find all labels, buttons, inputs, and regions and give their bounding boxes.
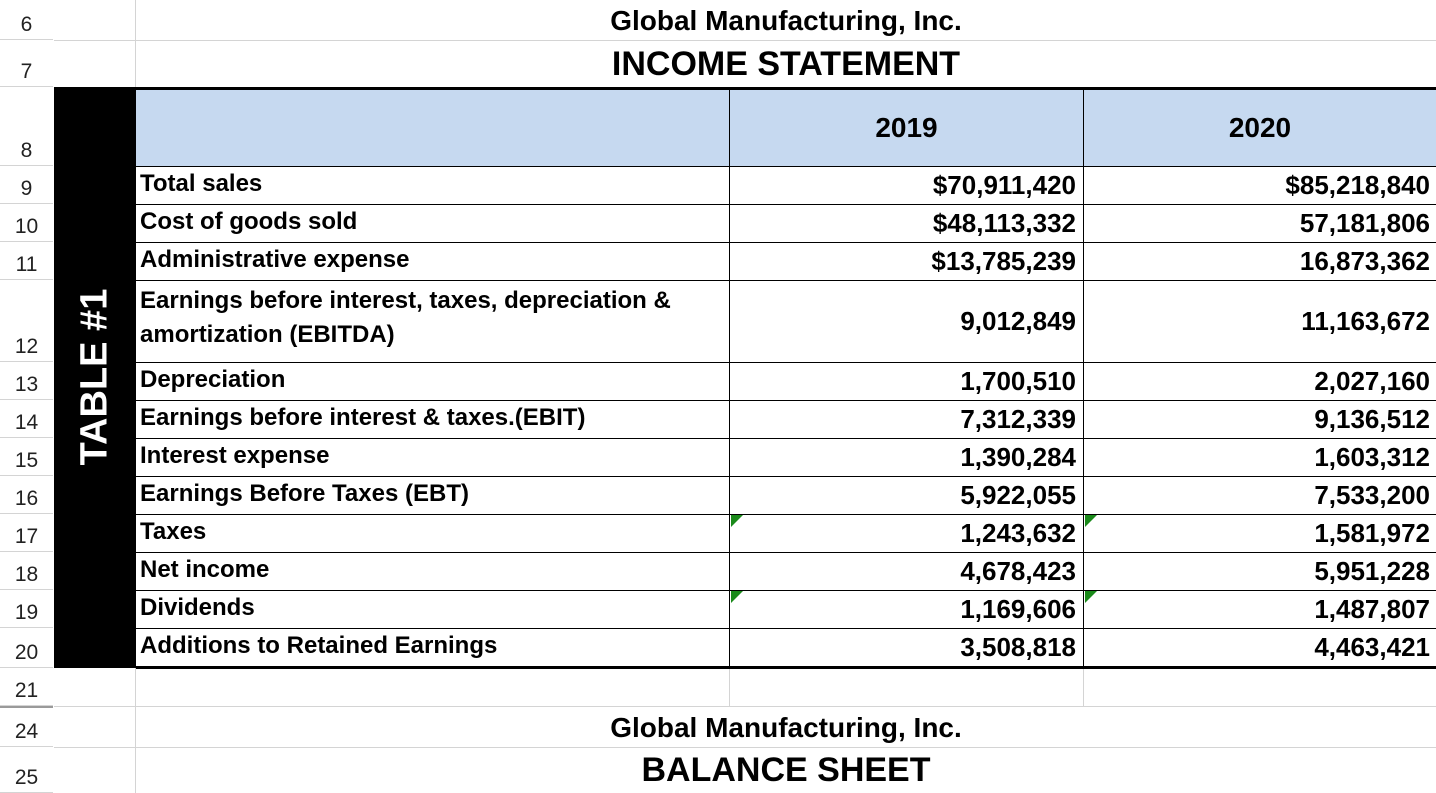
company-title-balance[interactable]: Global Manufacturing, Inc.	[610, 712, 962, 743]
cell-2019-taxes[interactable]: 1,243,632	[960, 518, 1076, 548]
company-title[interactable]: Global Manufacturing, Inc.	[610, 5, 962, 36]
error-indicator-icon[interactable]	[731, 591, 743, 603]
row-label-depreciation[interactable]: Depreciation	[140, 366, 286, 393]
row-number[interactable]: 13	[0, 362, 53, 400]
table-label-block[interactable]	[54, 87, 136, 668]
cell-2019-total-sales[interactable]: $70,911,420	[932, 170, 1076, 200]
grid-line	[54, 706, 1436, 707]
row-label-admin-expense[interactable]: Administrative expense	[140, 246, 410, 273]
row-label-additions-retained-earnings[interactable]: Additions to Retained Earnings	[140, 632, 498, 659]
row-label-taxes[interactable]: Taxes	[140, 518, 207, 545]
cell-2020-dividends[interactable]: 1,487,807	[1314, 594, 1430, 624]
cell-2020-cogs[interactable]: 57,181,806	[1299, 208, 1430, 238]
row-number[interactable]: 6	[0, 0, 53, 40]
row-label-ebitda-line2: amortization (EBITDA)	[140, 321, 395, 348]
table-label: TABLE #1	[73, 288, 116, 466]
cell-2019-cogs[interactable]: $48,113,332	[932, 208, 1076, 238]
row-label-interest-expense[interactable]: Interest expense	[140, 442, 330, 469]
row-number[interactable]: 14	[0, 400, 53, 438]
cell-2019-dividends[interactable]: 1,169,606	[960, 594, 1076, 624]
cell-2020-admin-expense[interactable]: 16,873,362	[1299, 246, 1430, 276]
row-number[interactable]: 7	[0, 40, 53, 87]
table-bottom-border	[136, 666, 1436, 669]
error-indicator-icon[interactable]	[1085, 591, 1097, 603]
row-label-ebt[interactable]: Earnings Before Taxes (EBT)	[140, 480, 469, 507]
row-number[interactable]: 19	[0, 590, 53, 628]
row-label-ebit[interactable]: Earnings before interest & taxes.(EBIT)	[140, 404, 586, 431]
year-header-2019[interactable]: 2019	[875, 112, 938, 143]
cell-2020-ebt[interactable]: 7,533,200	[1314, 480, 1430, 510]
row-number[interactable]: 12	[0, 280, 53, 362]
row-number[interactable]: 18	[0, 552, 53, 590]
row-label-total-sales[interactable]: Total sales	[140, 170, 263, 197]
cell-2020-ebit[interactable]: 9,136,512	[1314, 404, 1430, 434]
cell-2019-admin-expense[interactable]: $13,785,239	[931, 246, 1076, 276]
row-label-net-income[interactable]: Net income	[140, 556, 270, 583]
income-statement-title[interactable]: INCOME STATEMENT	[611, 45, 961, 83]
cell-2020-additions-retained-earnings[interactable]: 4,463,421	[1314, 632, 1430, 662]
row-label-cogs[interactable]: Cost of goods sold	[140, 208, 358, 235]
cell-2020-ebitda[interactable]: 11,163,672	[1301, 305, 1430, 336]
error-indicator-icon[interactable]	[1085, 515, 1097, 527]
grid-line	[1083, 668, 1084, 706]
grid-line	[729, 668, 730, 706]
balance-sheet-title[interactable]: BALANCE SHEET	[641, 751, 931, 789]
row-number[interactable]: 21	[0, 668, 53, 706]
row-number[interactable]: 17	[0, 514, 53, 552]
row-number[interactable]: 10	[0, 204, 53, 242]
cell-2019-ebitda[interactable]: 9,012,849	[960, 305, 1076, 336]
row-number[interactable]: 9	[0, 166, 53, 204]
row-label-ebitda-line1: Earnings before interest, taxes, depreciation &	[140, 287, 671, 314]
cell-2019-interest-expense[interactable]: 1,390,284	[960, 442, 1076, 472]
row-number[interactable]: 8	[0, 87, 53, 166]
row-number[interactable]: 11	[0, 242, 53, 280]
row-number[interactable]: 25	[0, 747, 53, 793]
row-label-dividends[interactable]: Dividends	[140, 594, 255, 621]
row-number[interactable]: 15	[0, 438, 53, 476]
cell-2019-net-income[interactable]: 4,678,423	[960, 556, 1076, 586]
grid-line	[54, 40, 1436, 41]
cell-2019-ebt[interactable]: 5,922,055	[960, 480, 1076, 510]
cell-2019-additions-retained-earnings[interactable]: 3,508,818	[960, 632, 1076, 662]
row-label-ebitda[interactable]	[140, 284, 728, 360]
year-header-2020[interactable]: 2020	[1228, 112, 1292, 143]
cell-2019-depreciation[interactable]: 1,700,510	[960, 366, 1076, 396]
cell-2020-interest-expense[interactable]: 1,603,312	[1314, 442, 1430, 472]
row-number[interactable]: 20	[0, 628, 53, 668]
cell-2020-taxes[interactable]: 1,581,972	[1314, 518, 1430, 548]
cell-2020-net-income[interactable]: 5,951,228	[1314, 556, 1430, 586]
cell-2020-depreciation[interactable]: 2,027,160	[1314, 366, 1430, 396]
cell-2020-total-sales[interactable]: $85,218,840	[1285, 170, 1430, 200]
error-indicator-icon[interactable]	[731, 515, 743, 527]
cell-2019-ebit[interactable]: 7,312,339	[960, 404, 1076, 434]
row-number[interactable]: 16	[0, 476, 53, 514]
row-number[interactable]: 24	[0, 706, 53, 747]
